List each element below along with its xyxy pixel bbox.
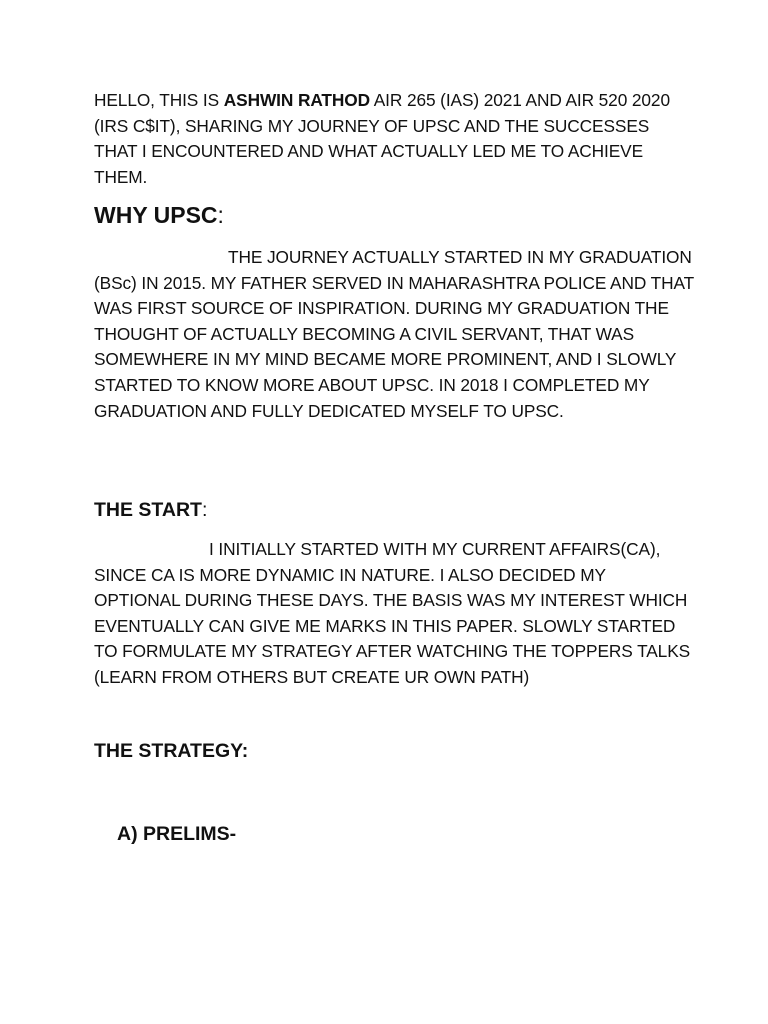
author-name: ASHWIN RATHOD bbox=[223, 90, 370, 110]
why-upsc-paragraph bbox=[94, 245, 694, 424]
why-upsc-body: THE JOURNEY ACTUALLY STARTED IN MY GRADUATION (BSc) IN 2015. MY FATHER SERVED IN MAHARASHTRA POLICE AND THAT WAS FIRST SOURCE OF INSPIRATION. DURING MY GRADUATION THE THOUGHT OF ACTUALLY BECOMING A CIVIL SERVANT, THAT WAS SOMEWHERE IN MY MIND BECAME MORE PROMINENT, AND I SLOWLY STARTED TO KNOW MORE ABOUT UPSC. IN 2018 I COMPLETED MY GRADUATION AND FULLY DEDICATED MYSELF TO UPSC. bbox=[94, 247, 694, 421]
the-start-paragraph bbox=[94, 537, 694, 691]
the-start-heading: THE START: bbox=[94, 499, 208, 521]
intro-paragraph bbox=[94, 88, 694, 190]
intro-prefix: HELLO, THIS IS bbox=[94, 90, 224, 110]
strategy-heading: THE STRATEGY: bbox=[94, 740, 249, 762]
why-upsc-heading: WHY UPSC: bbox=[94, 202, 224, 228]
prelims-subheading: A) PRELIMS- bbox=[117, 823, 237, 845]
intro-suffix: AIR 265 (IAS) 2021 AND AIR 520 2020 (IRS C$IT), SHARING MY JOURNEY OF UPSC AND THE SUCCESSES THAT I ENCOUNTERED AND WHAT ACTUALLY LED ME TO ACHIEVE THEM. bbox=[94, 90, 670, 187]
the-start-body: I INITIALLY STARTED WITH MY CURRENT AFFAIRS(CA), SINCE CA IS MORE DYNAMIC IN NATURE. I ALSO DECIDED MY OPTIONAL DURING THESE DAYS. THE BASIS WAS MY INTEREST WHICH EVENTUALLY CAN GIVE ME MARKS IN THIS PAPER. SLOWLY STARTED TO FORMULATE MY STRATEGY AFTER WATCHING THE TOPPERS TALKS (LEARN FROM OTHERS BUT CREATE UR OWN PATH) bbox=[94, 539, 691, 687]
